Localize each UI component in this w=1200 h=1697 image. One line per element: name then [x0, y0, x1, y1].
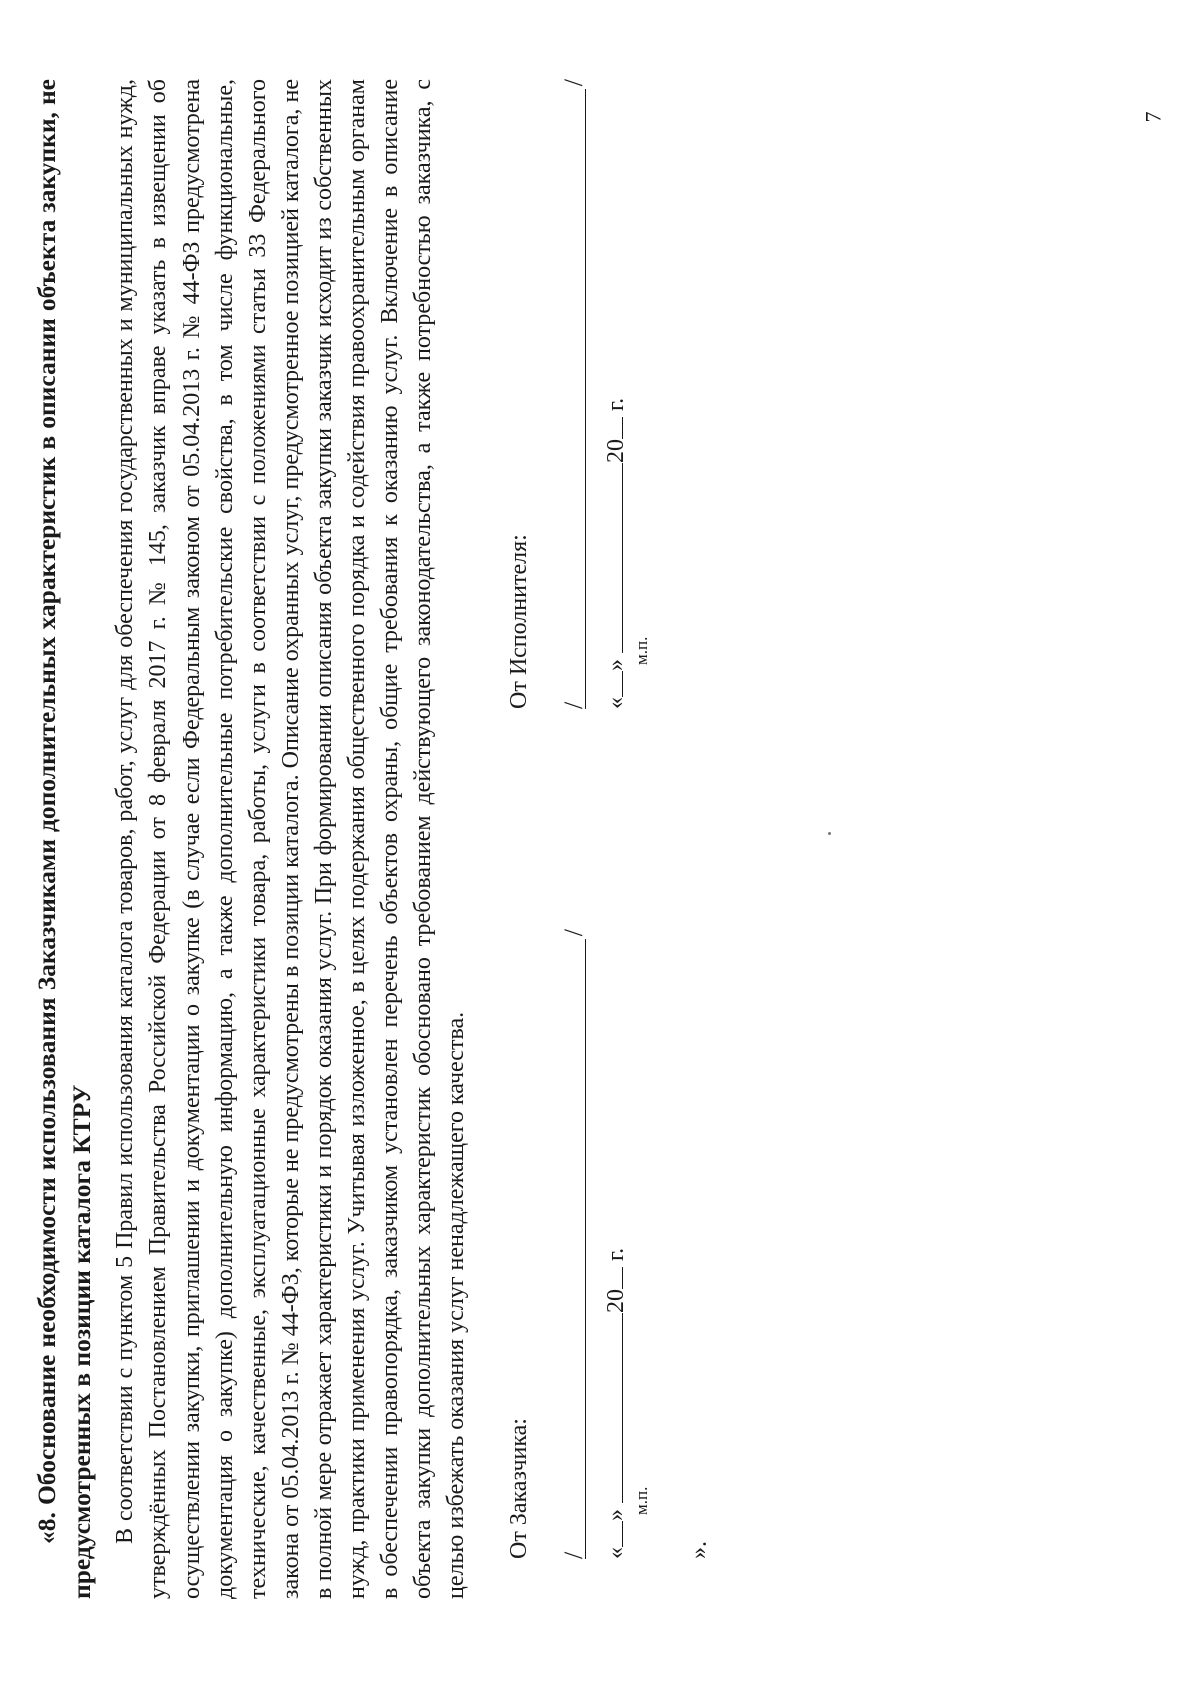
day-blank [602, 671, 623, 697]
month-blank [602, 463, 623, 653]
customer-seal-mark: м.п. [631, 1486, 651, 1515]
month-blank [602, 1313, 623, 1503]
body-paragraph: В соответствии с пунктом 5 Правил использования каталога товаров, работ, услуг для обеспечения государственных и муниципальных нужд, утверждённых Постановлением Правительства Российской Федерации от 8 февраля 2017 г. № 145, заказчик вправе указать в извещении об осуществлении закупки, приглашении и документации о закупке (в случае если Федеральным законом от 05.04.2013 г. № 44-ФЗ предусмотрена документация о закупке) дополнительную информацию, а также дополнительные потребительские свойства, в том числе функциональные, технические, качественные, эксплуатационные характеристики товара, работы, услуги в соответствии с положениями статьи 33 Федерального закона от 05.04.2013 г. № 44-ФЗ, которые не предусмотрены в позиции каталога. Описание охранных услуг, предусмотренное позицией каталога, не в полной мере отражает характеристики и порядок оказания услуг. При формировании описания объекта закупки заказчик исходит из собственных нужд, практики применения услуг. Учитывая изложенное, в целях подержания общественного порядка и содействия правоохранительным органам в обеспечении правопорядка, заказчиком установлен перечень объектов охраны, общие требования к оказанию услуг. Включение в описание объекта закупки дополнительных характеристик обосновано требованием действующего законодательства, а также потребностью заказчика, с целью избежать оказания услуг ненадлежащего качества. [112, 79, 470, 1599]
signature-slash-left: / [558, 1551, 588, 1559]
date-close-quote: » [602, 659, 629, 671]
contractor-label: От Исполнителя: [505, 534, 532, 709]
customer-date-row [602, 939, 630, 1559]
year-blank [602, 417, 623, 439]
contractor-date-row [602, 89, 630, 709]
section-heading: «8. Обоснование необходимости использования Заказчиками дополнительных характеристик в описании объекта закупки, не предусмотренных в позиции каталога КТРУ [32, 79, 96, 1599]
closing-quote: ». [685, 1541, 712, 1559]
contractor-signature-block [505, 79, 652, 709]
date-open-quote: « [602, 1547, 629, 1559]
year-prefix: 20 [602, 1289, 629, 1313]
signature-slash-left: / [558, 701, 588, 709]
contractor-seal-mark: м.п. [631, 636, 651, 665]
year-prefix: 20 [602, 439, 629, 463]
customer-label: От Заказчика: [505, 1418, 532, 1559]
customer-signature-block [505, 929, 652, 1559]
rotated-content [30, 49, 1070, 1649]
date-close-quote: » [602, 1509, 629, 1521]
date-open-quote: « [602, 697, 629, 709]
year-suffix: г. [602, 1247, 629, 1261]
contractor-signature-line [551, 79, 588, 709]
customer-signature-line [551, 929, 588, 1559]
signature-section [506, 79, 652, 1599]
day-blank [602, 1521, 623, 1547]
year-suffix: г. [602, 397, 629, 411]
signature-slash-right: / [558, 79, 588, 87]
signature-slash-right: / [558, 929, 588, 937]
year-blank [602, 1267, 623, 1289]
page-number: 7 [1140, 111, 1166, 123]
